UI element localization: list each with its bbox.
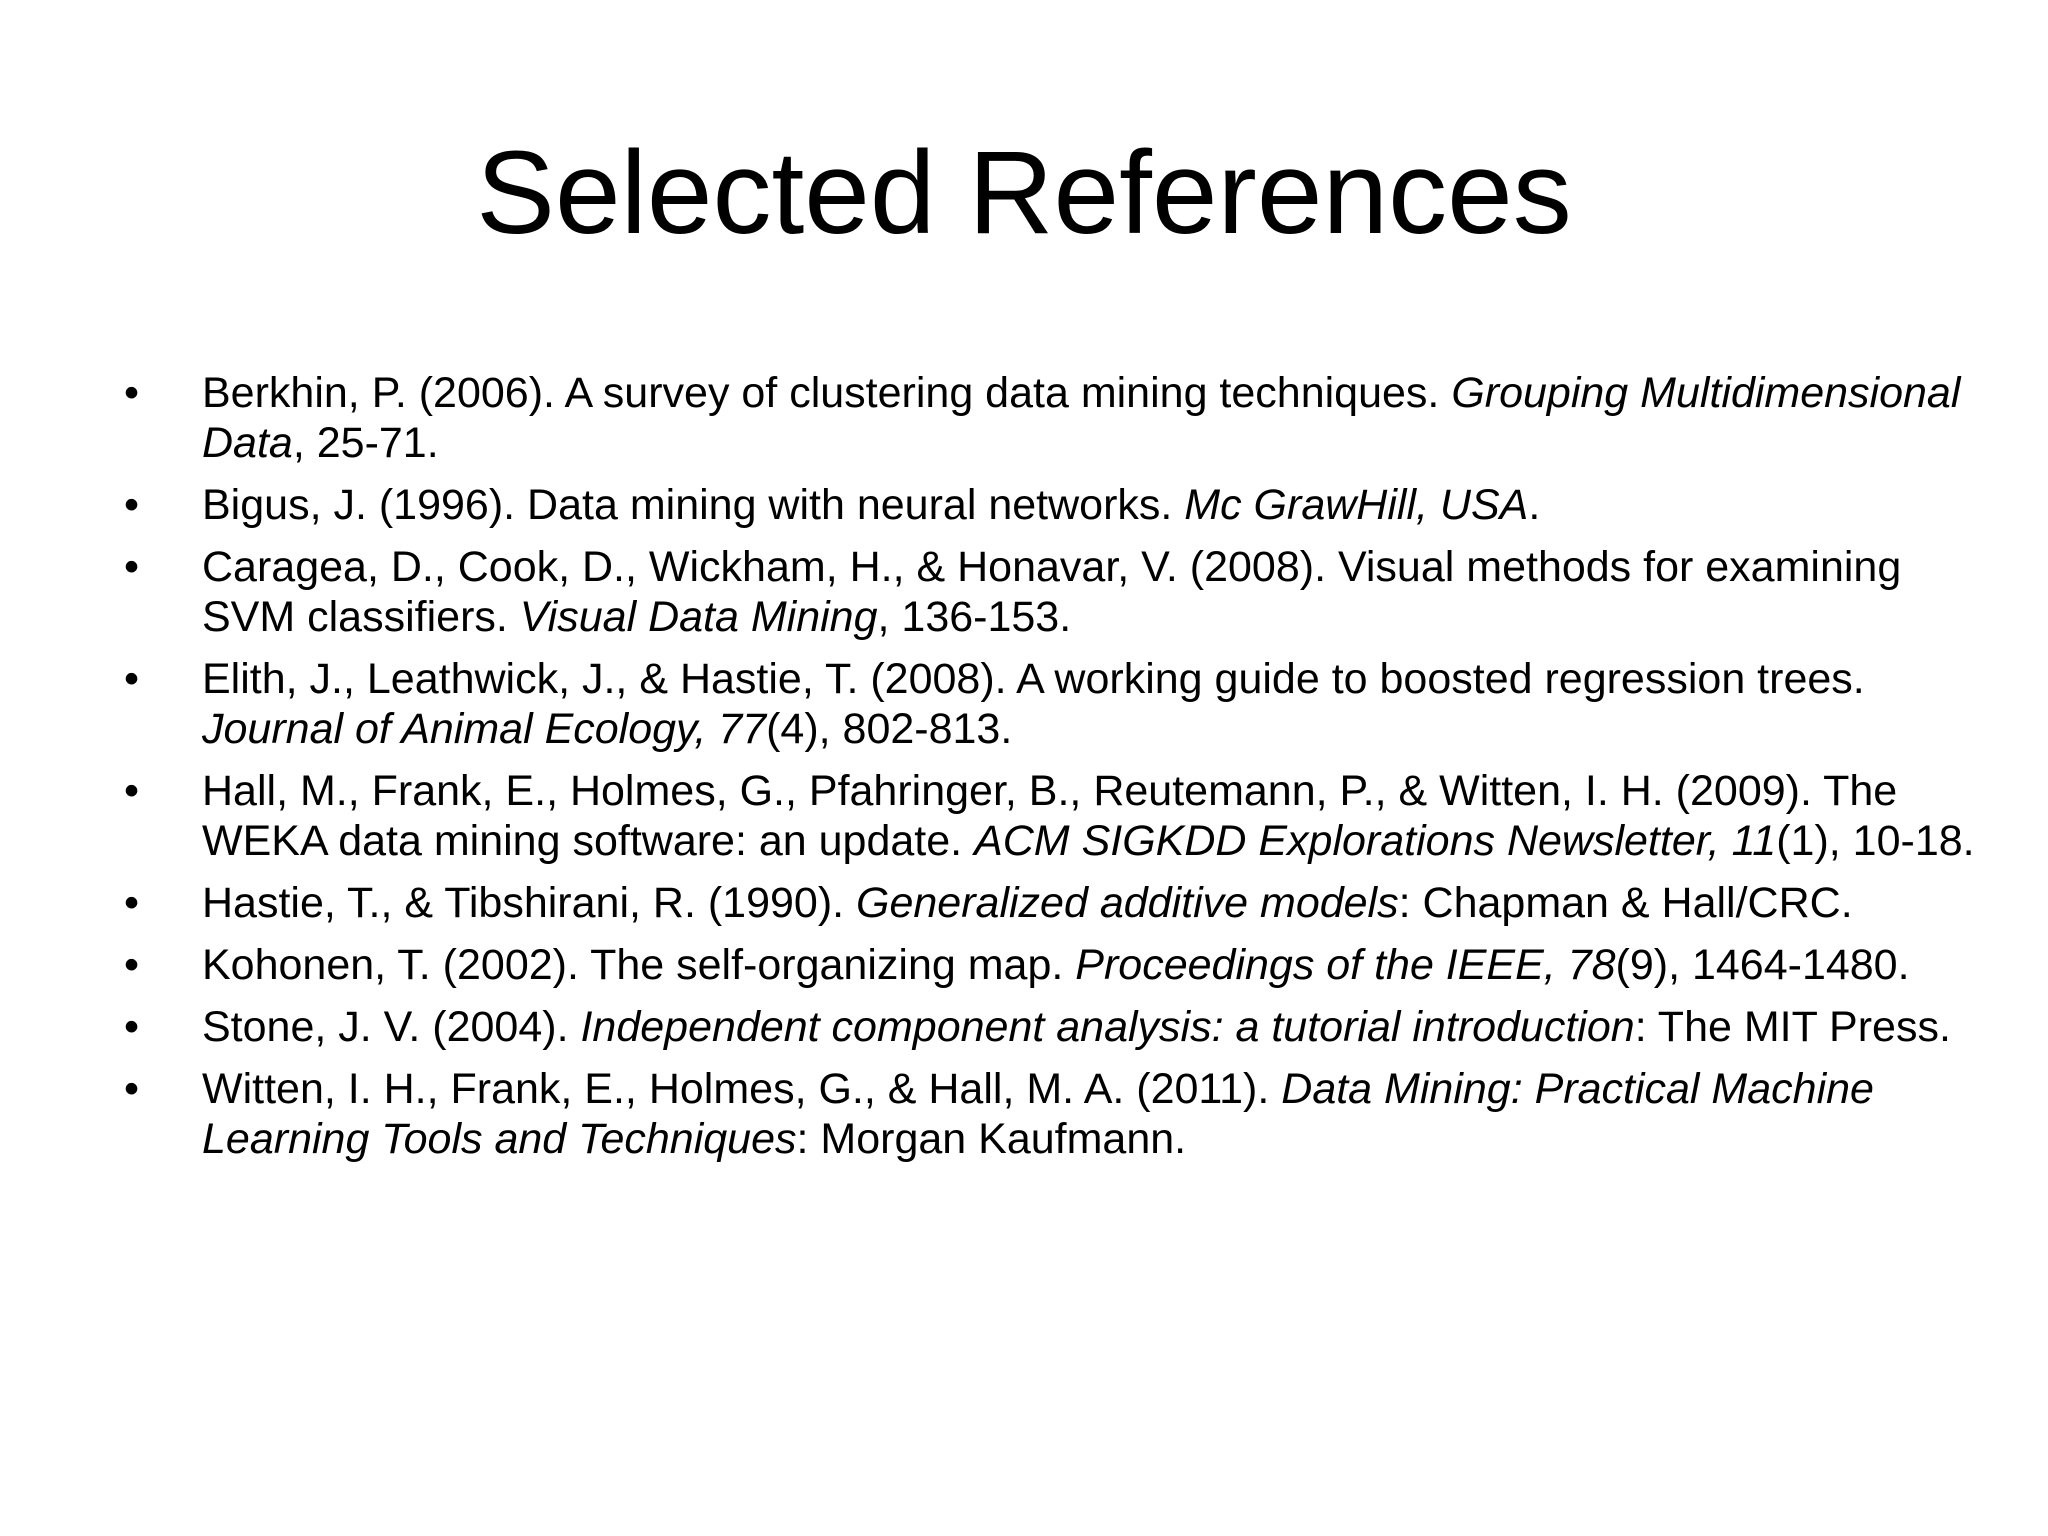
reference-source: Proceedings of the IEEE, 78 <box>1075 941 1616 989</box>
reference-item <box>0 1002 2048 1052</box>
reference-text <box>202 369 1960 467</box>
reference-item <box>0 368 2048 468</box>
reference-segment: Witten, I. H., Frank, E., Holmes, G., & Hall, M. A. (2011). <box>202 1065 1282 1113</box>
slide-title: Selected References <box>476 127 1572 259</box>
reference-segment: Elith, J., Leathwick, J., & Hastie, T. (2008). A working guide to boosted regression trees. <box>202 655 1865 703</box>
reference-text <box>202 879 1853 927</box>
reference-text <box>202 481 1540 529</box>
reference-source: Independent component analysis: a tutorial introduction <box>580 1003 1635 1051</box>
bullet-icon: • <box>124 543 140 591</box>
bullet-icon: • <box>124 1065 140 1113</box>
reference-segment: , 136-153. <box>877 593 1072 641</box>
reference-text <box>202 767 1975 865</box>
reference-text <box>202 1003 1951 1051</box>
reference-source: ACM SIGKDD Explorations Newsletter, 11 <box>974 817 1777 865</box>
reference-item <box>0 542 2048 642</box>
reference-item <box>0 480 2048 530</box>
reference-segment: : Morgan Kaufmann. <box>796 1115 1187 1163</box>
reference-segment: : Chapman & Hall/CRC. <box>1398 879 1853 927</box>
reference-item <box>0 654 2048 754</box>
bullet-icon: • <box>124 655 140 703</box>
reference-segment: Stone, J. V. (2004). <box>202 1003 581 1051</box>
reference-segment: Berkhin, P. (2006). A survey of clustering data mining techniques. <box>202 369 1452 417</box>
reference-segment: (4), 802-813. <box>766 705 1013 753</box>
reference-source: Generalized additive models <box>856 879 1399 927</box>
reference-text <box>202 655 1865 753</box>
reference-source: Data Mining: Practical Machine Learning Tools and Techniques <box>202 1065 1874 1163</box>
reference-source: Journal of Animal Ecology, 77 <box>202 705 767 753</box>
reference-source: Mc GrawHill, USA <box>1184 481 1529 529</box>
reference-segment: Bigus, J. (1996). Data mining with neural networks. <box>202 481 1185 529</box>
reference-source: Visual Data Mining <box>519 593 878 641</box>
reference-item <box>0 1064 2048 1164</box>
reference-segment: Hastie, T., & Tibshirani, R. (1990). <box>202 879 857 927</box>
reference-segment: Hall, M., Frank, E., Holmes, G., Pfahringer, B., Reutemann, P., & Witten, I. H. (2009). The WEKA data mining software: an update. <box>202 767 1898 865</box>
reference-text <box>202 941 1910 989</box>
reference-item <box>0 940 2048 990</box>
reference-segment: : The MIT Press. <box>1634 1003 1951 1051</box>
reference-segment: (9), 1464-1480. <box>1615 941 1910 989</box>
bullet-icon: • <box>124 481 140 529</box>
reference-item <box>0 766 2048 866</box>
bullet-icon: • <box>124 1003 140 1051</box>
bullet-icon: • <box>124 941 140 989</box>
reference-segment: , 25-71. <box>292 419 439 467</box>
bullet-icon: • <box>124 879 140 927</box>
bullet-icon: • <box>124 369 140 417</box>
reference-segment: (1), 10-18. <box>1776 817 1975 865</box>
reference-source: Grouping Multidimensional Data <box>202 369 1961 467</box>
reference-text <box>202 1065 1874 1163</box>
bullet-icon: • <box>124 767 140 815</box>
reference-segment: Kohonen, T. (2002). The self-organizing map. <box>202 941 1076 989</box>
reference-text <box>202 543 1901 641</box>
reference-item <box>0 878 2048 928</box>
reference-list <box>0 368 2048 1176</box>
reference-segment: Caragea, D., Cook, D., Wickham, H., & Honavar, V. (2008). Visual methods for examining SVM classifiers. <box>202 543 1902 641</box>
reference-segment: . <box>1528 481 1541 529</box>
